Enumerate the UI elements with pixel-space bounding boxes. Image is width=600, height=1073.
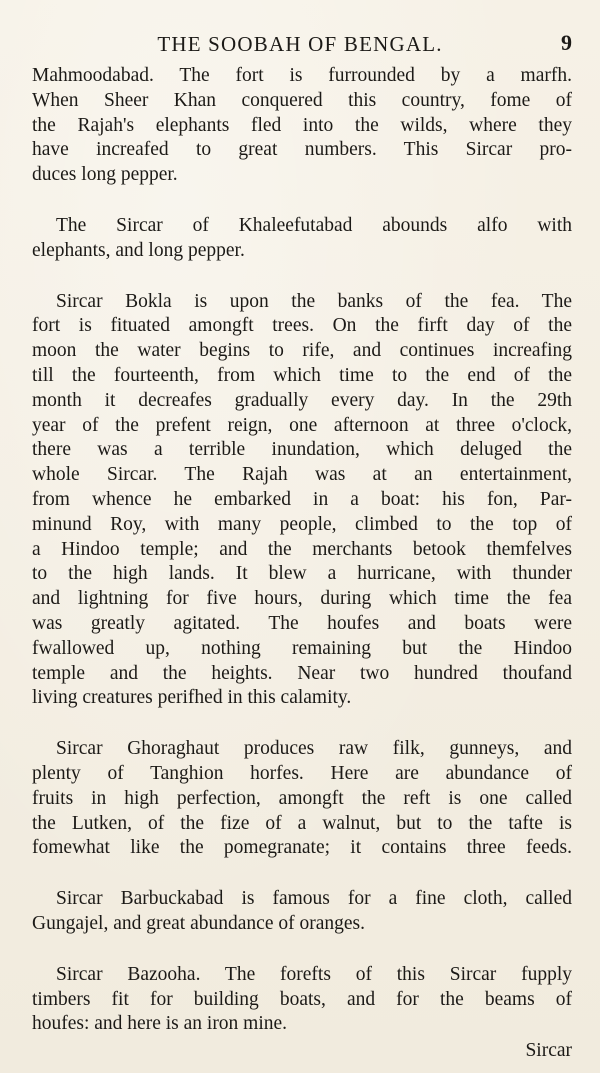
paragraph-barbuckabad — [32, 887, 572, 937]
text-line: fwallowed up, nothing remaining but the Hindoo — [32, 637, 572, 659]
text-line: Sircar Barbuckabad is famous for a fine cloth, called — [56, 888, 572, 910]
text-line: living creatures perifhed in this calamity. — [32, 687, 352, 709]
text-line: the Rajah's elephants fled into the wilds, where they — [32, 114, 572, 136]
text-line: there was a terrible inundation, which deluged the — [32, 439, 572, 461]
text-line: month it decreafes gradually every day. In the 29th — [32, 389, 572, 411]
text-line: have increafed to great numbers. This Sircar pro- — [32, 139, 572, 161]
text-line: Sircar Bazooha. The forefts of this Sircar fupply — [56, 963, 572, 985]
text-line: houfes: and here is an iron mine. — [32, 1013, 288, 1035]
page-number: 9 — [561, 30, 572, 55]
paragraph-mahmoodabad — [32, 64, 572, 188]
body-text — [32, 64, 572, 1063]
text-line: moon the water begins to rife, and continues increafing — [32, 340, 572, 362]
text-line: fruits in high perfection, amongft the reft is one called — [32, 787, 572, 809]
text-line: the Lutken, of the fize of a walnut, but to the tafte is — [32, 812, 572, 834]
text-line: duces long pepper. — [32, 164, 178, 186]
text-line: and lightning for five hours, during which time the fea — [32, 588, 572, 610]
paragraph-bokla — [32, 290, 572, 712]
text-line: Mahmoodabad. The fort is furrounded by a marfh. — [32, 65, 572, 86]
text-line: till the fourteenth, from which time to the end of the — [32, 364, 572, 386]
text-line: plenty of Tanghion horfes. Here are abundance of — [32, 762, 572, 784]
text-line: timbers fit for building boats, and for the beams of — [32, 988, 572, 1010]
text-line: elephants, and long pepper. — [32, 239, 245, 261]
text-line: fort is fituated amongft trees. On the firft day of the — [32, 315, 572, 337]
text-line: Gungajel, and great abundance of oranges. — [32, 912, 365, 934]
text-line: whole Sircar. The Rajah was at an entertainment, — [32, 464, 572, 486]
text-line: was greatly agitated. The houfes and boats were — [32, 612, 572, 634]
text-line: Sircar Bokla is upon the banks of the fea. The — [56, 290, 572, 312]
catchword: Sircar — [525, 1040, 572, 1061]
text-line: The Sircar of Khaleefutabad abounds alfo with — [56, 214, 572, 236]
text-line: from whence he embarked in a boat: his fon, Par- — [32, 488, 572, 510]
paragraph-bazooha — [32, 963, 572, 1037]
text-line: Sircar Ghoraghaut produces raw filk, gunneys, and — [56, 738, 572, 760]
paragraph-ghoraghaut — [32, 737, 572, 861]
text-line: a Hindoo temple; and the merchants betook themfelves — [32, 538, 572, 560]
text-line: When Sheer Khan conquered this country, fome of — [32, 89, 572, 111]
paragraph-khaleefutabad — [32, 214, 572, 264]
text-line: temple and the heights. Near two hundred thoufand — [32, 662, 572, 684]
running-head — [0, 28, 600, 62]
text-line: year of the prefent reign, one afternoon at three o'clock, — [32, 414, 572, 436]
text-line: to the high lands. It blew a hurricane, with thunder — [32, 563, 572, 585]
text-line: minund Roy, with many people, climbed to the top of — [32, 513, 572, 535]
text-line: fomewhat like the pomegranate; it contains three feeds. — [32, 837, 572, 859]
running-title: THE SOOBAH OF BENGAL. — [157, 32, 443, 56]
